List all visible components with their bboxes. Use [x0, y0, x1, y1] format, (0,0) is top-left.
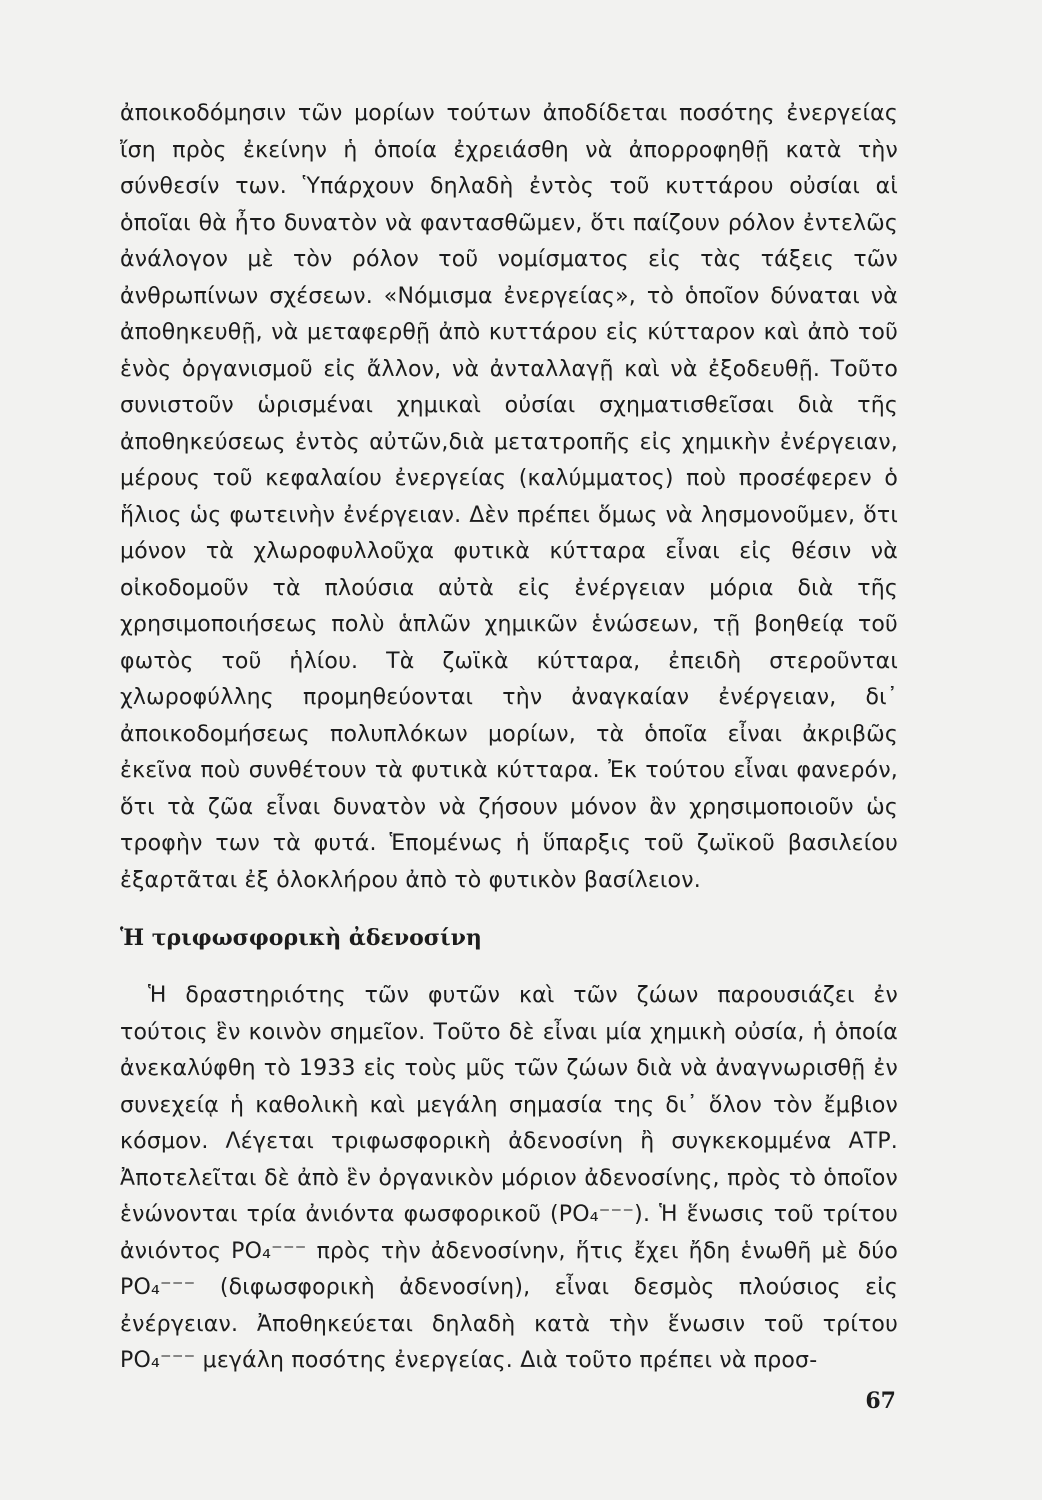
body-paragraph-2: Ἡ δραστηριότης τῶν φυτῶν καὶ τῶν ζώων παρουσιάζει ἐν τούτοις ἓν κοινὸν σημεῖον. Τοῦτο δὲ εἶναι μία χημικὴ οὐσία, ἡ ὁποία ἀνεκαλύφθη τὸ 1933 εἰς τοὺς μῦς τῶν ζώων διὰ νὰ ἀναγνωρισθῇ ἐν συνεχείᾳ ἡ καθολικὴ καὶ μεγάλη σημασία της δι᾿ ὅλον τὸν ἔμβιον κόσμον. Λέγεται τριφωσφορικὴ ἀδενοσίνη ἢ συγκεκομμένα ΑΤΡ. Ἀποτελεῖται δὲ ἀπὸ ἓν ὀργανικὸν μόριον ἀδενοσίνης, πρὸς τὸ ὁποῖον ἑνώνονται τρία ἀνιόντα φωσφορικοῦ (PO₄⁻⁻⁻). Ἡ ἕνωσις τοῦ τρίτου ἀνιόντος PO₄⁻⁻⁻ πρὸς τὴν ἀδενοσίνην, ἥτις ἔχει ἤδη ἑνωθῆ μὲ δύο PO₄⁻⁻⁻ (διφωσφορικὴ ἀδενοσίνη), εἶναι δεσμὸς πλούσιος εἰς ἐνέργειαν. Ἀποθηκεύεται δηλαδὴ κατὰ τὴν ἕνωσιν τοῦ τρίτου PO₄⁻⁻⁻ μεγάλη ποσότης ἐνεργείας. Διὰ τοῦτο πρέπει νὰ προσ- — [120, 983, 898, 1373]
section-heading: Ἡ τριφωσφορικὴ ἀδενοσίνη — [120, 925, 482, 951]
body-paragraph-1: ἀποικοδόμησιν τῶν μορίων τούτων ἀποδίδεται ποσότης ἐνεργείας ἴση πρὸς ἐκείνην ἡ ὁποία ἐχρειάσθη νὰ ἀπορροφηθῇ κατὰ τὴν σύνθεσίν των. Ὑπάρχουν δηλαδὴ ἐντὸς τοῦ κυττάρου οὐσίαι αἱ ὁποῖαι θὰ ἦτο δυνατὸν νὰ φαντασθῶμεν, ὅτι παίζουν ρόλον ἐντελῶς ἀνάλογον μὲ τὸν ρόλον τοῦ νομίσματος εἰς τὰς τάξεις τῶν ἀνθρωπίνων σχέσεων. «Νόμισμα ἐνεργείας», τὸ ὁποῖον δύναται νὰ ἀποθηκευθῇ, νὰ μεταφερθῇ ἀπὸ κυττάρου εἰς κύτταρον καὶ ἀπὸ τοῦ ἑνὸς ὀργανισμοῦ εἰς ἄλλον, νὰ ἀνταλλαγῇ καὶ νὰ ἐξοδευθῇ. Τοῦτο συνιστοῦν ὡρισμέναι χημικαὶ οὐσίαι σχηματισθεῖσαι διὰ τῆς ἀποθηκεύσεως ἐντὸς αὐτῶν,διὰ μετατροπῆς εἰς χημικὴν ἐνέργειαν, μέρους τοῦ κεφαλαίου ἐνεργείας (καλύμματος) ποὺ προσέφερεν ὁ ἥλιος ὡς φωτεινὴν ἐνέργειαν. Δὲν πρέπει ὅμως νὰ λησμονοῦμεν, ὅτι μόνον τὰ χλωροφυλλοῦχα φυτικὰ κύτταρα εἶναι εἰς θέσιν νὰ οἰκοδομοῦν τὰ πλούσια αὐτὰ εἰς ἐνέργειαν μόρια διὰ τῆς χρησιμοποιήσεως πολὺ ἁπλῶν χημικῶν ἑνώσεων, τῇ βοηθείᾳ τοῦ φωτὸς τοῦ ἡλίου. Τὰ ζωϊκὰ κύτταρα, ἐπειδὴ στεροῦνται χλωροφύλλης προμηθεύονται τὴν ἀναγκαίαν ἐνέργειαν, δι᾿ ἀποικοδομήσεως πολυπλόκων μορίων, τὰ ὁποῖα εἶναι ἀκριβῶς ἐκεῖνα ποὺ συνθέτουν τὰ φυτικὰ κύτταρα. Ἐκ τούτου εἶναι φανερόν, ὅτι τὰ ζῶα εἶναι δυνατὸν νὰ ζήσουν μόνον ἂν χρησιμοποιοῦν ὡς τροφὴν των τὰ φυτά. Ἑπομένως ἡ ὕπαρξις τοῦ ζωϊκοῦ βασιλείου ἐξαρτᾶται ἐξ ὁλοκλήρου ἀπὸ τὸ φυτικὸν βασίλειον. — [120, 101, 898, 893]
page-number: 67 — [865, 1388, 896, 1414]
